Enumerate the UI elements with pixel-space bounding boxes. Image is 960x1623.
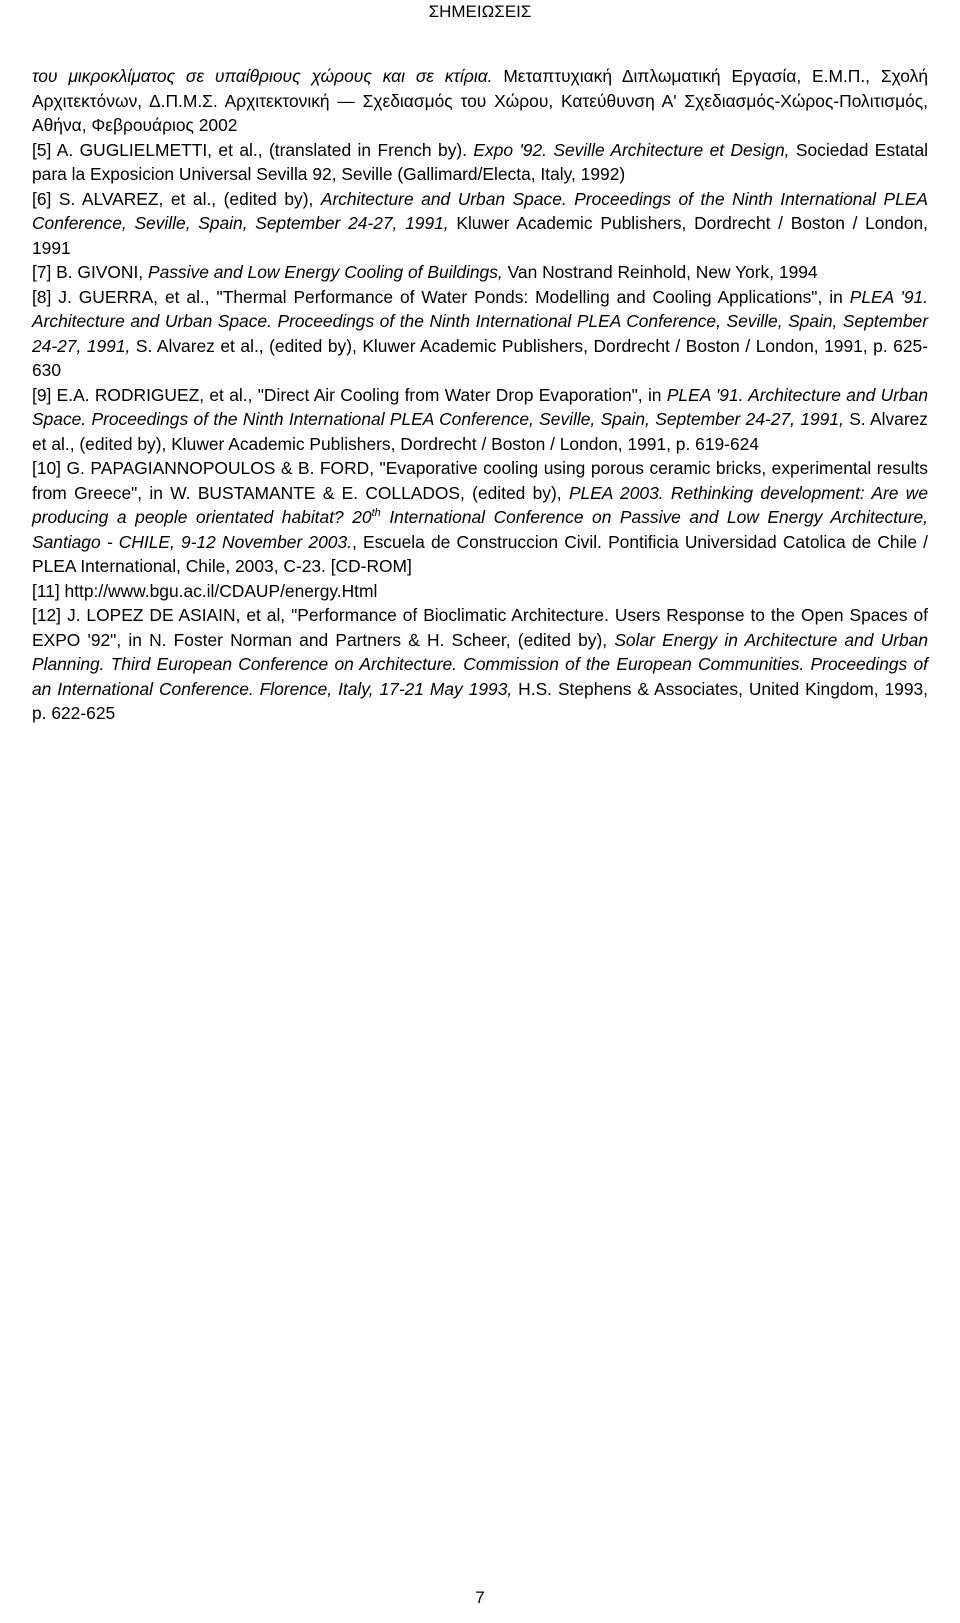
references-list	[32, 64, 928, 726]
ref-7-authors: [7] B. GIVONI,	[32, 262, 148, 282]
ref-6-publisher: Kluwer Academic Publishers, Dordrecht / Boston / London, 1991	[32, 213, 928, 258]
ref-10-title: PLEA 2003. Rethinking development: Are we producing a people orientated habitat? 20	[32, 482, 929, 527]
ref-10-authors: [10] G. PAPAGIANNOPOULOS & B. FORD, "Evaporative cooling using porous ceramic bricks, experimental results from Greece", in W. BUSTAMANTE & E. COLLADOS, (edited by),	[32, 458, 928, 503]
ref-5-authors: [5] A. GUGLIELMETTI, et al., (translated in French by).	[32, 139, 474, 160]
reference-7	[32, 260, 928, 285]
reference-8	[32, 285, 928, 383]
ref-6-authors: [6] S. ALVAREZ, et al., (edited by),	[32, 188, 321, 209]
page-header: ΣΗΜΕΙΩΣΕΙΣ	[428, 2, 532, 21]
ref-6-title: Architecture and Urban Space. Proceedings of the Ninth International PLEA Conference, Seville, Spain, September 24-27, 1991,	[32, 188, 929, 233]
reference-5	[32, 138, 928, 187]
ref-12-publisher: H.S. Stephens & Associates, United Kingdom, 1993, p. 622-625	[32, 678, 929, 723]
ref-10-publisher: , Escuela de Construccion Civil. Pontificia Universidad Catolica de Chile / PLEA International, Chile, 2003, C-23. [CD-ROM]	[32, 531, 928, 576]
ref-5-title: Expo '92. Seville Architecture et Design,	[473, 139, 790, 160]
ref-11-link[interactable]: [11] http://www.bgu.ac.il/CDAUP/energy.Html	[32, 580, 378, 601]
ref-12-title: Solar Energy in Architecture and Urban Planning. Third European Conference on Architecture. Commission of the European Communities. Proceedings of an International Conference. Florence, Italy, 17-21 May 1993,	[32, 629, 928, 699]
ref-7-publisher: Van Nostrand Reinhold, New York, 1994	[502, 262, 818, 282]
ref-5-publisher: Sociedad Estatal para la Exposicion Universal Sevilla 92, Seville (Gallimard/Electa, Italy, 1992)	[32, 139, 928, 184]
ref-10-superscript: th	[371, 507, 381, 520]
ref-8-title: PLEA '91. Architecture and Urban Space. Proceedings of the Ninth International PLEA Conference, Seville, Spain, September 24-27, 1991,	[32, 286, 928, 356]
ref-4-source: Μεταπτυχιακή Διπλωματική Εργασία, Ε.Μ.Π., Σχολή Αρχιτεκτόνων, Δ.Π.Μ.Σ. Αρχιτεκτονική — Σχεδιασμός του Χώρου, Κατεύθυνση Α' Σχεδιασμός-Χώρος-Πολιτισμός, Αθήνα, Φεβρουάριος 2002	[32, 66, 928, 135]
ref-7-title: Passive and Low Energy Cooling of Buildings,	[147, 262, 503, 282]
reference-11	[32, 579, 928, 604]
ref-12-authors: [12] J. LOPEZ DE ASIAIN, et al, "Performance of Bioclimatic Architecture. Users Response to the Open Spaces of EXPO '92", in N. Foster Norman and Partners & H. Scheer, (edited by),	[32, 605, 928, 650]
reference-4-continued	[32, 64, 928, 138]
ref-10-title-cont: International Conference on Passive and Low Energy Architecture, Santiago - CHILE, 9-12 November 2003.	[32, 507, 928, 552]
reference-6	[32, 187, 928, 261]
reference-12	[32, 603, 928, 726]
reference-10	[32, 456, 928, 579]
ref-9-publisher: S. Alvarez et al., (edited by), Kluwer Academic Publishers, Dordrecht / Boston / London, 1991, p. 619-624	[32, 409, 929, 454]
ref-8-publisher: S. Alvarez et al., (edited by), Kluwer Academic Publishers, Dordrecht / Boston / London, 1991, p. 625-630	[32, 335, 928, 380]
page-number: 7	[475, 1588, 485, 1607]
ref-8-authors: [8] J. GUERRA, et al., "Thermal Performance of Water Ponds: Modelling and Cooling Applications", in	[32, 286, 850, 307]
ref-4-title: του μικροκλίματος σε υπαίθριους χώρους και σε κτίρια.	[32, 66, 493, 86]
reference-9	[32, 383, 928, 457]
ref-9-title: PLEA '91. Architecture and Urban Space. Proceedings of the Ninth International PLEA Conference, Seville, Spain, September 24-27, 1991,	[32, 384, 929, 429]
ref-9-authors: [9] E.A. RODRIGUEZ, et al., "Direct Air Cooling from Water Drop Evaporation", in	[32, 384, 667, 405]
